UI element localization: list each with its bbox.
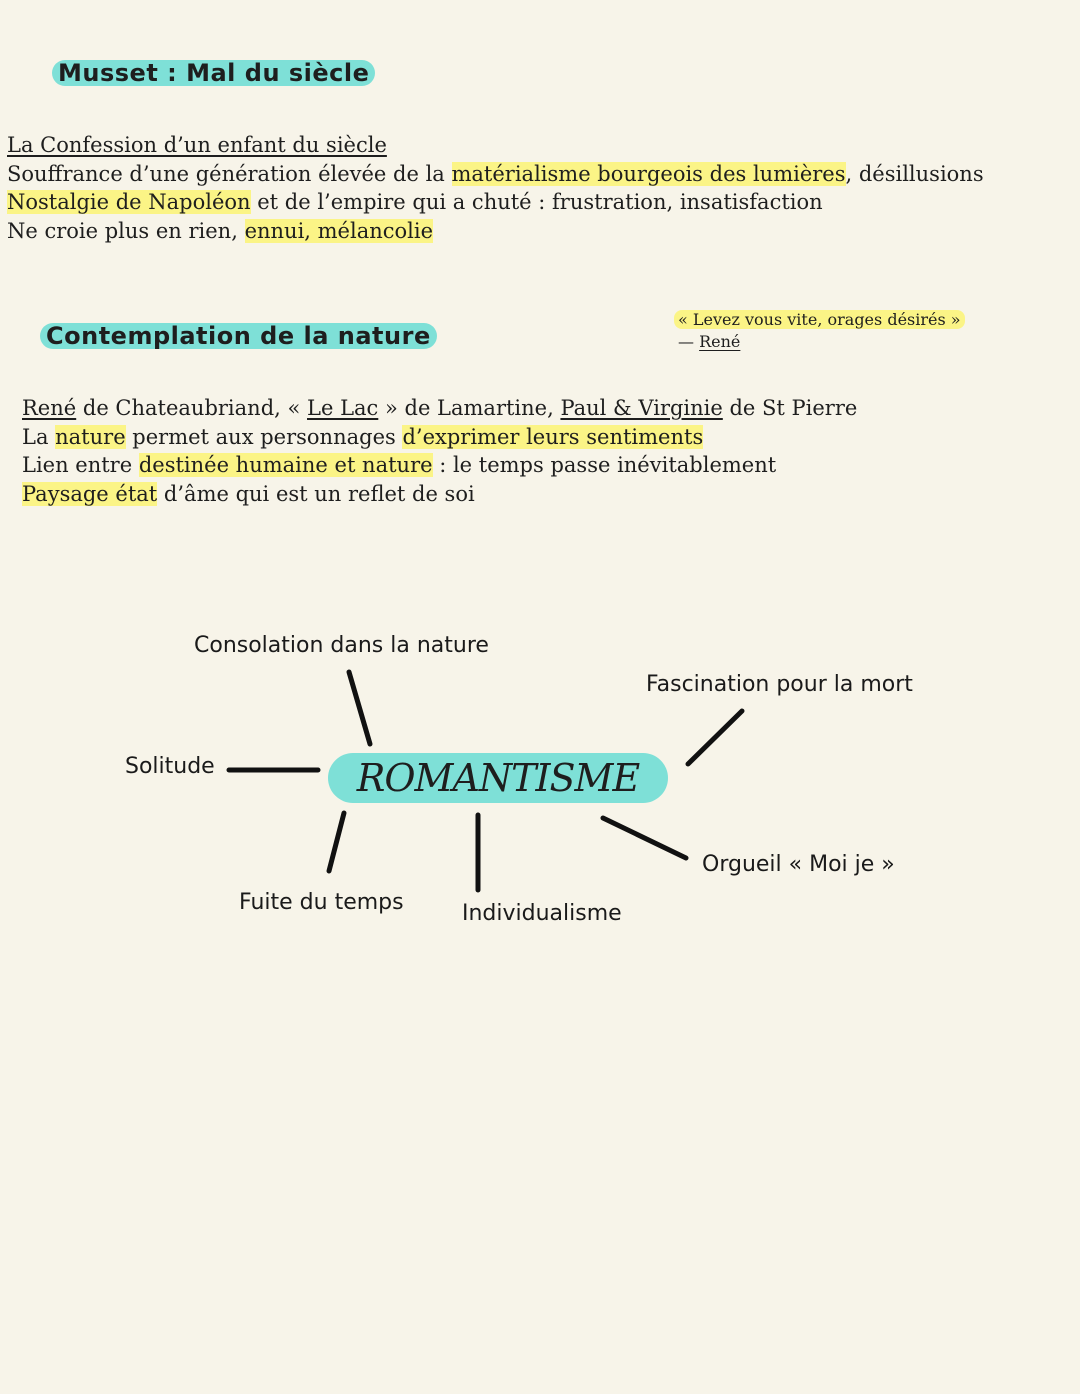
- mindmap-node-consolation: Consolation dans la nature: [194, 633, 489, 658]
- text-span: : le temps passe inévitablement: [432, 453, 777, 477]
- quote-dash: —: [678, 332, 700, 351]
- highlight: nature: [55, 424, 126, 449]
- highlight: Paysage état: [22, 481, 158, 506]
- text-span: Souffrance d’une génération élevée de la: [7, 161, 452, 186]
- connector-fascination: [688, 711, 742, 764]
- mindmap-node-fascination: Fascination pour la mort: [646, 672, 913, 697]
- mindmap-center: ROMANTISME: [328, 753, 668, 803]
- text-span: Ne croie plus en rien,: [7, 218, 245, 243]
- section-heading-musset: Musset : Mal du siècle: [52, 60, 375, 86]
- connector-fuite: [329, 813, 344, 871]
- highlight: ennui, mélancolie: [244, 218, 433, 243]
- highlight: matérialisme bourgeois des lumières: [451, 161, 846, 186]
- text-span: La: [22, 424, 56, 449]
- work-title: Paul & Virginie: [560, 396, 723, 420]
- section-heading-nature: Contemplation de la nature: [40, 323, 437, 349]
- highlight: d’exprimer leurs sentiments: [402, 424, 704, 449]
- text-span: de St Pierre: [722, 396, 858, 420]
- mindmap-node-individualisme: Individualisme: [462, 901, 622, 926]
- mindmap-node-fuite: Fuite du temps: [239, 890, 404, 915]
- text-span: permet aux personnages: [125, 424, 403, 449]
- connector-orgueil: [603, 818, 686, 858]
- text-span: d’âme qui est un reflet de soi: [157, 481, 475, 506]
- text-span: » de Lamartine,: [378, 396, 561, 420]
- highlight: Nostalgie de Napoléon: [7, 190, 251, 214]
- work-title: René: [22, 396, 77, 420]
- book-title: La Confession d’un enfant du siècle: [7, 133, 387, 157]
- mindmap-node-solitude: Solitude: [125, 754, 215, 779]
- connector-consolation: [349, 672, 370, 744]
- quote-author: René: [699, 332, 741, 351]
- mindmap-node-orgueil: Orgueil « Moi je »: [702, 852, 895, 877]
- text-span: de Chateaubriand, «: [76, 396, 308, 420]
- text-span: , désillusions: [845, 161, 984, 186]
- highlight: destinée humaine et nature: [138, 453, 433, 477]
- quote-text: « Levez vous vite, orages désirés »: [674, 310, 965, 329]
- work-title: Le Lac: [307, 396, 379, 420]
- text-span: Lien entre: [22, 453, 139, 477]
- text-span: et de l’empire qui a chuté : frustration, insatisfaction: [250, 190, 823, 214]
